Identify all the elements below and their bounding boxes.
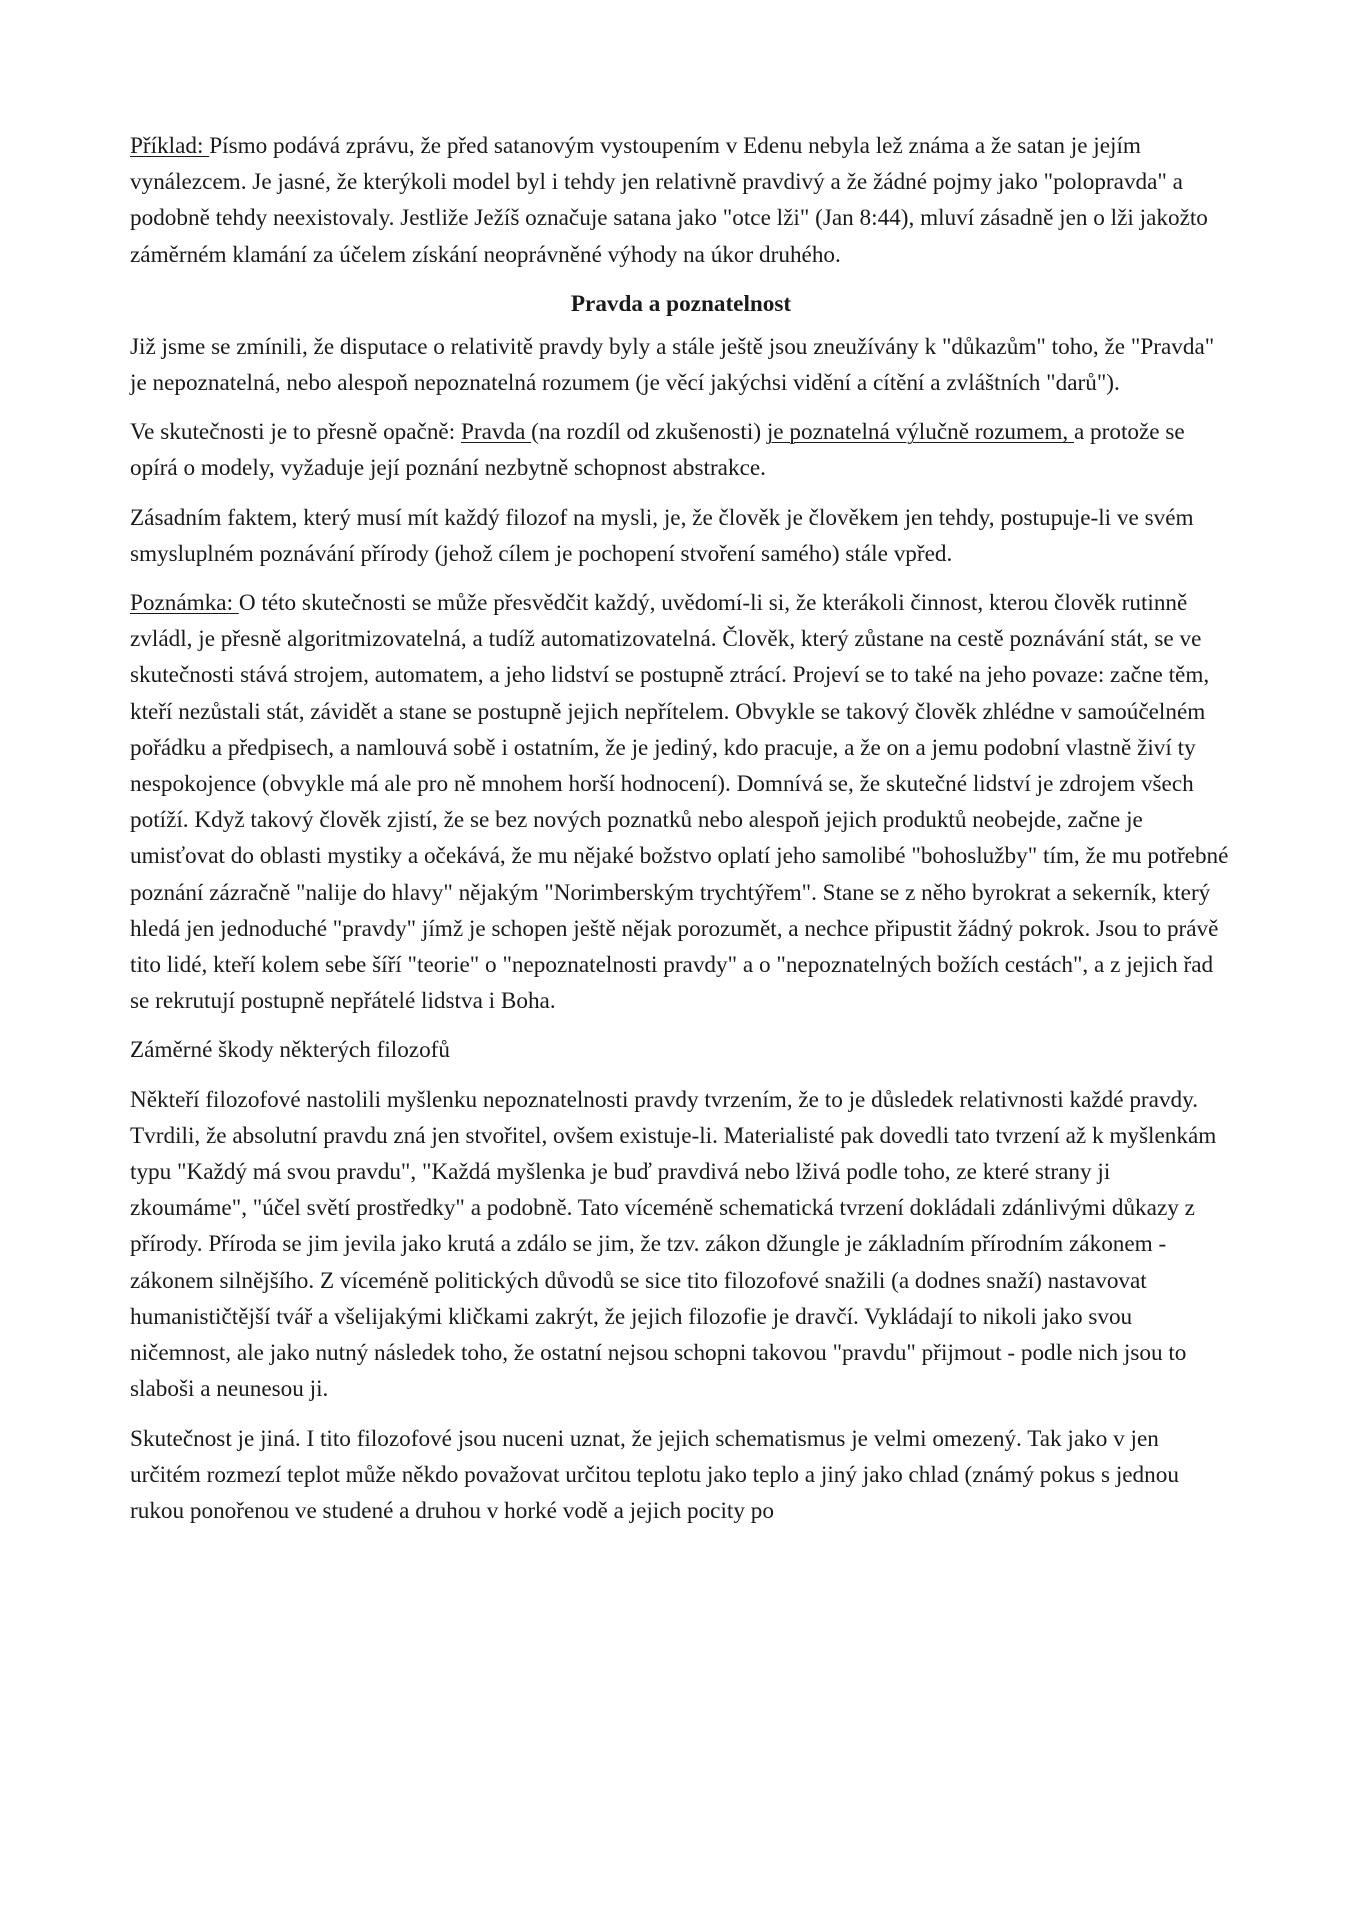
paragraph-truth-reason <box>130 414 1232 486</box>
paragraph-fact: Zásadním faktem, který musí mít každý filozof na mysli, je, že člověk je člověkem jen tehdy, postupuje-li ve svém smysluplném poznávání přírody (jehož cílem je pochopení stvoření samého) stále vpřed. <box>130 504 1194 567</box>
section-heading: Pravda a poznatelnost <box>570 290 792 317</box>
underlined-pravda: Pravda <box>460 419 532 446</box>
example-label: Příklad: <box>130 133 210 159</box>
text-span: (na rozdíl od zkušenosti) <box>531 419 767 446</box>
paragraph-intro: Již jsme se zmínili, že disputace o relativitě pravdy byly a stále ještě jsou zneužívány k "důkazům" toho, že "Pravda" je nepoznatelná, nebo alespoň nepoznatelná rozumem (je věcí jakýchsi vidění a cítění a zvláštních "darů"). <box>130 333 1215 397</box>
underlined-reason: je poznatelná výlučně rozumem, <box>766 419 1074 446</box>
paragraph-philosophers: Někteří filozofové nastolili myšlenku nepoznatelnosti pravdy tvrzením, že to je důsledek relativnosti každé pravdy. Tvrdili, že absolutní pravdu zná jen stvořitel, ovšem existuje-li. Materialisté pak dovedli tato tvrzení až k myšlenkám typu "Každý má svou pravdu", "Každá myšlenka je buď pravdivá nebo lživá podle toho, ze které strany ji zkoumáme", "účel světí prostředky" a podobně. Tato víceméně schematická tvrzení dokládali zdánlivými důkazy z přírody. Příroda se jim jevila jako krutá a zdálo se jim, že tzv. zákon džungle je základním přírodním zákonem - zákonem silnějšího. Z víceméně politických důvodů se sice tito filozofové snažili (a dodnes snaží) nastavovat humanističtější tvář a všelijakými kličkami zakrýt, že jejich filozofie je dravčí. Vykládají to nikoli jako svou ničemnost, ale jako nutný následek toho, že ostatní nejsou schopni takovou "pravdu" přijmout - podle nich jsou to slaboši a neunesou ji. <box>130 1086 1217 1403</box>
paragraph-note <box>130 585 1232 1019</box>
paragraph-example <box>130 128 1232 273</box>
paragraph-reality: Skutečnost je jiná. I tito filozofové jsou nuceni uznat, že jejich schematismus je velmi omezený. Tak jako v jen určitém rozmezí teplot může někdo považovat určitou teplotu jako teplo a jiný jako chlad (známý pokus s jednou rukou ponořenou ve studené a druhou v horké vodě a jejich pocity po <box>130 1425 1179 1524</box>
text-span: a protože se opírá o modely, vyžaduje její poznání nezbytně schopnost abstrakce. <box>130 419 1185 482</box>
note-text: O této skutečnosti se může přesvědčit každý, uvědomí-li si, že kterákoli činnost, kterou člověk rutinně zvládl, je přesně algoritmizovatelná, a tudíž automatizovatelná. Člověk, který zůstane na cestě poznávání stát, se ve skutečnosti stává strojem, automatem, a jeho lidství se postupně ztrácí. Projeví se to také na jeho povaze: začne těm, kteří nezůstali stát, závidět a stane se postupně jejich nepřítelem. Obvykle se takový člověk zhlédne v samoúčelném pořádku a předpisech, a namlouvá sobě i ostatním, že je jediný, kdo pracuje, a že on a jemu podobní vlastně živí ty nespokojence (obvykle má ale pro ně mnohem horší hodnocení). Domnívá se, že skutečné lidství je zdrojem všech potíží. Když takový člověk zjistí, že se bez nových poznatků nebo alespoň jejich produktů neobejde, začne je umisťovat do oblasti mystiky a očekává, že mu nějaké božstvo oplatí jeho samolibé "bohoslužby" tím, že mu potřebné poznání zázračně "nalije do hlavy" nějakým "Norimberským trychtýřem". Stane se z něho byrokrat a sekerník, který hledá jen jednoduché "pravdy" jímž je schopen ještě nějak porozumět, a nechce připustit žádný pokrok. Jsou to právě tito lidé, kteří kolem sebe šíří "teorie" o "nepoznatelnosti pravdy" a o "nepoznatelných božích cestách", a z jejich řad se rekrutují postupně nepřátelé lidstva i Boha. <box>130 590 1229 1015</box>
subheading: Záměrné škody některých filozofů <box>130 1037 450 1064</box>
note-label: Poznámka: <box>130 590 239 617</box>
text-span: Ve skutečnosti je to přesně opačně: <box>130 419 461 446</box>
document-page <box>130 128 1232 1542</box>
example-text: Písmo podává zprávu, že před satanovým vystoupením v Edenu nebyla lež známa a že satan je jejím vynálezcem. Je jasné, že kterýkoli model byl i tehdy jen relativně pravdivý a že žádné pojmy jako "polopravda" a podobně tehdy neexistovaly. Jestliže Ježíš označuje satana jako "otce lži" (Jan 8:44), mluví zásadně jen o lži jakožto záměrném klamání za účelem získání neoprávněné výhody na úkor druhého. <box>130 133 1208 268</box>
